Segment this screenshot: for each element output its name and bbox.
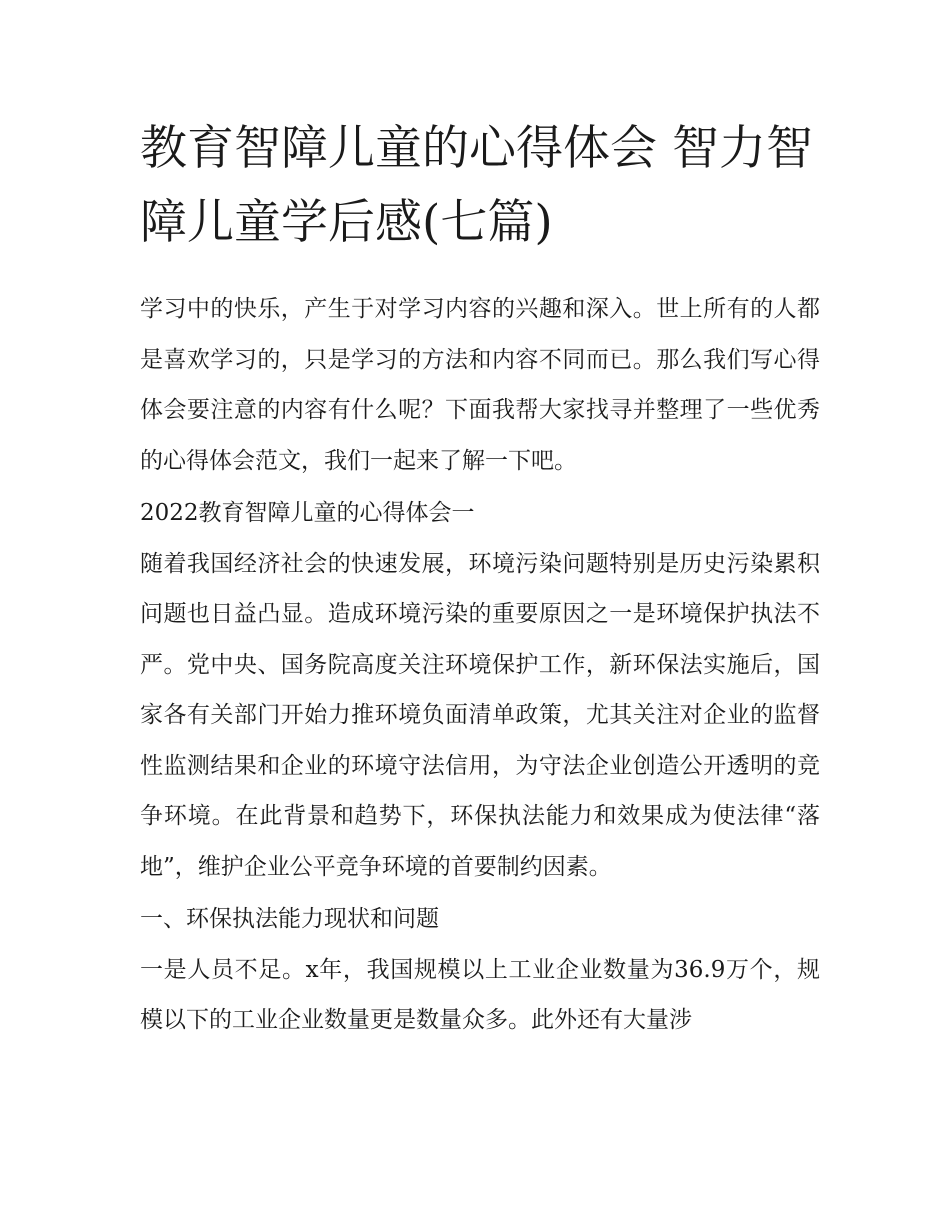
- subsection-heading: 一、环保执法能力现状和问题: [140, 906, 439, 932]
- body-paragraph-continued: 一是人员不足。x年，我国规模以上工业企业数量为36.9万个，规模以下的工业企业数量更是数量众多。此外还有大量涉: [140, 956, 820, 1033]
- body-paragraph: 随着我国经济社会的快速发展，环境污染问题特别是历史污染累积问题也日益凸显。造成环境污染的重要原因之一是环境保护执法不严。党中央、国务院高度关注环境保护工作，新环保法实施后，国家各有关部门开始力推环境负面清单政策，尤其关注对企业的监督性监测结果和企业的环境守法信用，为守法企业创造公开透明的竞争环境。在此背景和趋势下，环保执法能力和效果成为使法律“落地”，维护企业公平竞争环境的首要制约因素。: [140, 550, 820, 880]
- document-page: [140, 112, 820, 1046]
- intro-paragraph: 学习中的快乐，产生于对学习内容的兴趣和深入。世上所有的人都是喜欢学习的，只是学习的方法和内容不同而已。那么我们写心得体会要注意的内容有什么呢？下面我帮大家找寻并整理了一些优秀的心得体会范文，我们一起来了解一下吧。: [140, 296, 820, 474]
- document-title: 教育智障儿童的心得体会 智力智障儿童学后感(七篇): [140, 121, 813, 250]
- section-heading: 2022教育智障儿童的心得体会一: [140, 500, 475, 526]
